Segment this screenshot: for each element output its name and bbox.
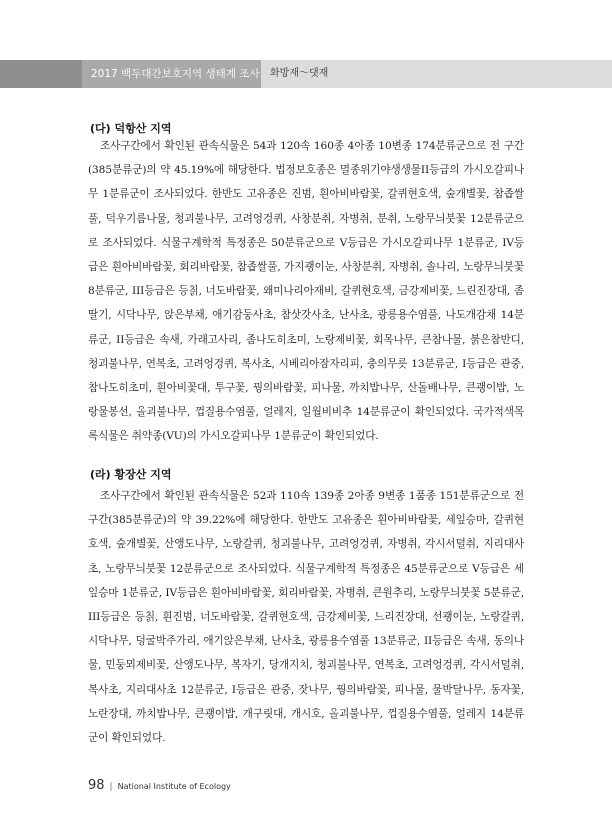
header-accent-strip bbox=[0, 60, 82, 88]
section-body-dukhang: 조사구간에서 확인된 관속식물은 54과 120속 160종 4아종 10변종 174분류군으로 전 구간(385분류군)의 약 45.19%에 해당한다. 법정보호종은 멸종위기야생생물II등급의 가시오갈피나무 1분류군이 조사되었다. 한반도 고유종은 진범, 흰아비바람꽃, 갈퀴현호색, 숲개별꽃, 참좁쌀풀, 덕우기름나물, 청괴불나무, 고려엉겅퀴, 사창분취, 자병취, 분취, 노랑무늬붓꽃 12분류군으로 조사되었다. 식물구계학적 특정종은 50분류군으로 V등급은 가시오갈피나무 1분류군, IV등급은 흰아비바람꽃, 회리바람꽃, 참좁쌀풀, 가지괭이눈, 사창분취, 자병취, 솔나리, 노랑무늬붓꽃 8분류군, III등급은 등칡, 너도바람꽃, 왜미나리아재비, 갈퀴현호색, 금강제비꽃, 느린진장대, 좀딸기, 시닥나무, 앉은부채, 애기감둥사초, 참삿갓사초, 난사초, 광릉용수염풀, 나도개감채 14분류군, II등급은 속새, 가래고사리, 좀나도히초미, 노랑제비꽃, 회목나무, 큰참나물, 붉은참반디, 청괴불나무, 연복초, 고려엉겅퀴, 복사초, 시베리아잠자리피, 충의무릇 13분류군, I등급은 관중, 참나도히초미, 흰아비꽃대, 투구꽃, 꿩의바람꽃, 피나물, 까치밥나무, 산돌배나무, 큰괭이밥, 노랑물봉선, 올괴불나무, 껍질용수염풀, 얼레지, 일월비비추 14분류군이 확인되었다. 국가적색목록식물은 취약종(VU)의 가시오갈피나무 1분류군이 확인되었다. bbox=[88, 140, 524, 443]
section-name: 화방재～댓재 bbox=[270, 68, 329, 79]
section-title-hwangjang: (라) 황장산 지역 bbox=[90, 468, 172, 481]
institute-name: National Institute of Ecology bbox=[117, 782, 231, 791]
page-number: 98 bbox=[88, 778, 105, 793]
report-title: 2017 백두대간보호지역 생태계 조사 bbox=[82, 60, 261, 88]
section-body-hwangjang: 조사구간에서 확인된 관속식물은 52과 110속 139종 2아종 9변종 1품종 151분류군으로 전 구간(385분류군)의 약 39.22%에 해당한다. 한반도 고유종은 흰아비바람꽃, 세잎승마, 갈퀴현호색, 숲개별꽃, 산앵도나무, 노랑갈퀴, 청괴불나무, 고려엉겅퀴, 자병취, 각시서덜취, 지리대사초, 노랑무늬붓꽃 12분류군으로 조사되었다. 식물구계학적 특정종은 45분류군으로 V등급은 세잎승마 1분류군, IV등급은 흰아비바람꽃, 회리바람꽃, 자병취, 큰원추리, 노랑무늬붓꽃 5분류군, III등급은 등칡, 흰진범, 너도바람꽃, 갈퀴현호색, 금강제비꽃, 느리진장대, 선괭이눈, 노랑갈퀴, 시닥나무, 덩굴박주가리, 애기앉은부채, 난사초, 광릉용수염풀 13분류군, II등급은 속새, 동의나물, 민둥뫼제비꽃, 산앵도나무, 복자기, 당개지치, 청괴불나무, 연복초, 고려엉겅퀴, 각시서덜취, 복사초, 지리대사초 12분류군, I등급은 관중, 잣나무, 꿩의바람꽃, 피나물, 물박달나무, 동자꽃, 노란장대, 까치밥나무, 큰괭이밥, 개구릿대, 개시호, 올괴불나무, 껍질용수염풀, 얼레지 14분류군이 확인되었다. bbox=[88, 490, 524, 745]
section-title-dukhang: (다) 덕항산 지역 bbox=[90, 122, 172, 135]
footer-separator: | bbox=[109, 782, 113, 792]
page-footer bbox=[88, 774, 231, 793]
